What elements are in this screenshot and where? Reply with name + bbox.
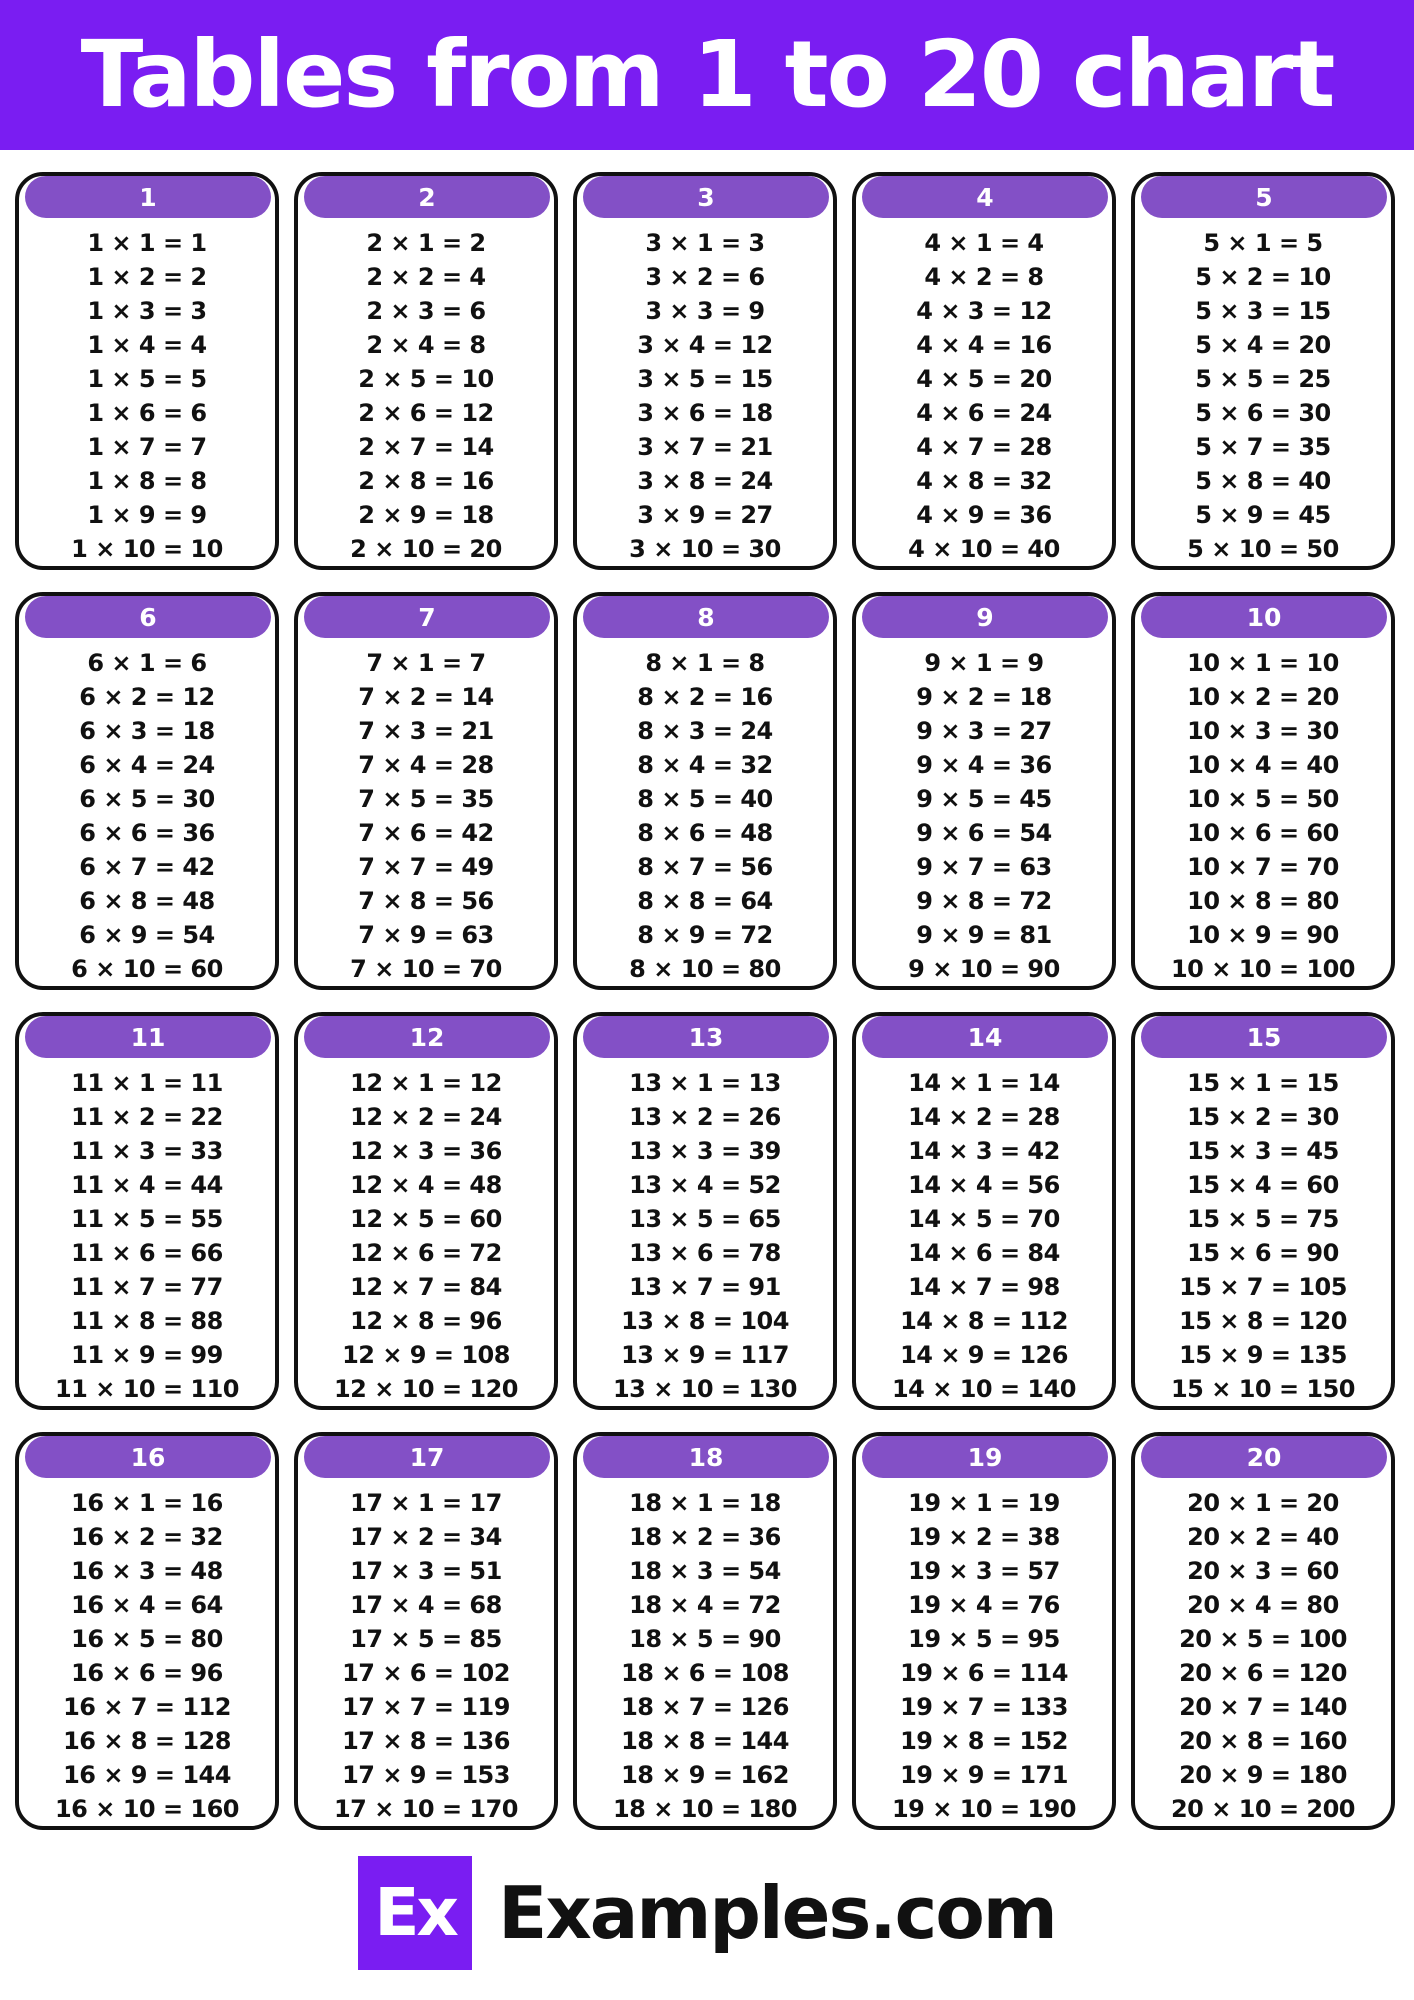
table-rows: [856, 1486, 1112, 1826]
table-row: 4 × 4 = 16: [916, 331, 1052, 359]
table-row: 13 × 3 = 39: [629, 1137, 781, 1165]
table-number-label: 17: [304, 1436, 550, 1478]
table-row: 13 × 8 = 104: [621, 1307, 789, 1335]
table-row: 16 × 9 = 144: [63, 1761, 231, 1789]
table-number-label: 10: [1141, 596, 1387, 638]
table-card: [294, 172, 558, 570]
table-rows: [19, 1486, 275, 1826]
table-row: 16 × 2 = 32: [71, 1523, 223, 1551]
table-row: 4 × 6 = 24: [916, 399, 1052, 427]
table-row: 20 × 7 = 140: [1179, 1693, 1347, 1721]
table-row: 12 × 3 = 36: [350, 1137, 502, 1165]
table-row: 11 × 5 = 55: [71, 1205, 223, 1233]
table-row: 19 × 8 = 152: [900, 1727, 1068, 1755]
table-number-label: 12: [304, 1016, 550, 1058]
table-row: 7 × 4 = 28: [358, 751, 494, 779]
table-number-label: 11: [25, 1016, 271, 1058]
table-row: 15 × 4 = 60: [1187, 1171, 1339, 1199]
table-row: 3 × 8 = 24: [637, 467, 773, 495]
table-row: 7 × 5 = 35: [358, 785, 494, 813]
table-row: 13 × 6 = 78: [629, 1239, 781, 1267]
table-row: 11 × 7 = 77: [71, 1273, 223, 1301]
table-card: [1131, 172, 1395, 570]
table-rows: [577, 226, 833, 566]
table-row: 5 × 8 = 40: [1195, 467, 1331, 495]
table-rows: [19, 646, 275, 986]
table-row: 16 × 5 = 80: [71, 1625, 223, 1653]
table-row: 1 × 7 = 7: [87, 433, 207, 461]
table-row: 18 × 9 = 162: [621, 1761, 789, 1789]
table-row: 11 × 2 = 22: [71, 1103, 223, 1131]
table-row: 10 × 1 = 10: [1187, 649, 1339, 677]
table-row: 16 × 3 = 48: [71, 1557, 223, 1585]
table-row: 15 × 6 = 90: [1187, 1239, 1339, 1267]
table-row: 16 × 1 = 16: [71, 1489, 223, 1517]
table-row: 6 × 8 = 48: [79, 887, 215, 915]
table-row: 3 × 2 = 6: [645, 263, 765, 291]
table-row: 20 × 8 = 160: [1179, 1727, 1347, 1755]
table-row: 13 × 7 = 91: [629, 1273, 781, 1301]
table-row: 5 × 7 = 35: [1195, 433, 1331, 461]
table-row: 4 × 7 = 28: [916, 433, 1052, 461]
table-number-label: 4: [862, 176, 1108, 218]
table-row: 15 × 7 = 105: [1179, 1273, 1347, 1301]
table-row: 14 × 1 = 14: [908, 1069, 1060, 1097]
table-row: 11 × 8 = 88: [71, 1307, 223, 1335]
page-title: Tables from 1 to 20 chart: [80, 21, 1334, 128]
table-row: 9 × 4 = 36: [916, 751, 1052, 779]
table-row: 9 × 6 = 54: [916, 819, 1052, 847]
table-rows: [856, 1066, 1112, 1406]
table-card: [1131, 1432, 1395, 1830]
table-row: 20 × 9 = 180: [1179, 1761, 1347, 1789]
table-row: 3 × 4 = 12: [637, 331, 773, 359]
table-row: 9 × 5 = 45: [916, 785, 1052, 813]
table-row: 8 × 8 = 64: [637, 887, 773, 915]
table-row: 6 × 10 = 60: [71, 955, 223, 983]
table-row: 10 × 3 = 30: [1187, 717, 1339, 745]
table-row: 18 × 7 = 126: [621, 1693, 789, 1721]
table-row: 6 × 1 = 6: [87, 649, 207, 677]
table-row: 16 × 8 = 128: [63, 1727, 231, 1755]
table-row: 10 × 8 = 80: [1187, 887, 1339, 915]
table-row: 18 × 3 = 54: [629, 1557, 781, 1585]
table-row: 8 × 3 = 24: [637, 717, 773, 745]
table-row: 14 × 8 = 112: [900, 1307, 1068, 1335]
table-row: 19 × 5 = 95: [908, 1625, 1060, 1653]
table-row: 6 × 4 = 24: [79, 751, 215, 779]
table-row: 2 × 1 = 2: [366, 229, 486, 257]
table-row: 2 × 2 = 4: [366, 263, 486, 291]
table-row: 2 × 8 = 16: [358, 467, 494, 495]
table-rows: [577, 1486, 833, 1826]
table-row: 13 × 2 = 26: [629, 1103, 781, 1131]
table-rows: [1135, 1486, 1391, 1826]
table-row: 7 × 9 = 63: [358, 921, 494, 949]
table-row: 19 × 2 = 38: [908, 1523, 1060, 1551]
table-row: 9 × 8 = 72: [916, 887, 1052, 915]
table-card: [852, 172, 1116, 570]
table-row: 19 × 10 = 190: [891, 1795, 1077, 1823]
table-row: 15 × 2 = 30: [1187, 1103, 1339, 1131]
table-row: 11 × 1 = 11: [71, 1069, 223, 1097]
table-row: 17 × 7 = 119: [342, 1693, 510, 1721]
table-row: 2 × 10 = 20: [350, 535, 502, 563]
table-row: 8 × 4 = 32: [637, 751, 773, 779]
table-card: [294, 1012, 558, 1410]
table-card: [852, 1432, 1116, 1830]
table-row: 7 × 6 = 42: [358, 819, 494, 847]
table-row: 3 × 5 = 15: [637, 365, 773, 393]
table-number-label: 9: [862, 596, 1108, 638]
table-row: 1 × 2 = 2: [87, 263, 207, 291]
table-card: [573, 1432, 837, 1830]
table-row: 9 × 9 = 81: [916, 921, 1052, 949]
table-rows: [856, 646, 1112, 986]
table-number-label: 20: [1141, 1436, 1387, 1478]
table-card: [15, 1432, 279, 1830]
table-row: 15 × 8 = 120: [1179, 1307, 1347, 1335]
table-row: 17 × 8 = 136: [342, 1727, 510, 1755]
table-row: 3 × 9 = 27: [637, 501, 773, 529]
table-row: 7 × 8 = 56: [358, 887, 494, 915]
table-row: 14 × 4 = 56: [908, 1171, 1060, 1199]
table-card: [1131, 1012, 1395, 1410]
table-row: 17 × 10 = 170: [333, 1795, 519, 1823]
table-rows: [19, 1066, 275, 1406]
table-row: 5 × 3 = 15: [1195, 297, 1331, 325]
table-row: 15 × 5 = 75: [1187, 1205, 1339, 1233]
table-row: 8 × 10 = 80: [629, 955, 781, 983]
table-row: 5 × 9 = 45: [1195, 501, 1331, 529]
table-row: 7 × 2 = 14: [358, 683, 494, 711]
table-row: 12 × 2 = 24: [350, 1103, 502, 1131]
table-row: 20 × 5 = 100: [1179, 1625, 1347, 1653]
table-row: 1 × 4 = 4: [87, 331, 207, 359]
table-number-label: 15: [1141, 1016, 1387, 1058]
table-row: 4 × 5 = 20: [916, 365, 1052, 393]
table-rows: [19, 226, 275, 566]
table-row: 12 × 4 = 48: [350, 1171, 502, 1199]
table-rows: [298, 646, 554, 986]
table-row: 20 × 2 = 40: [1187, 1523, 1339, 1551]
table-row: 1 × 10 = 10: [71, 535, 223, 563]
table-row: 9 × 7 = 63: [916, 853, 1052, 881]
table-row: 17 × 4 = 68: [350, 1591, 502, 1619]
table-row: 14 × 7 = 98: [908, 1273, 1060, 1301]
table-row: 1 × 3 = 3: [87, 297, 207, 325]
table-row: 16 × 7 = 112: [63, 1693, 231, 1721]
table-row: 12 × 1 = 12: [350, 1069, 502, 1097]
table-row: 2 × 5 = 10: [358, 365, 494, 393]
table-row: 17 × 2 = 34: [350, 1523, 502, 1551]
table-card: [573, 592, 837, 990]
table-card: [294, 1432, 558, 1830]
table-row: 13 × 4 = 52: [629, 1171, 781, 1199]
table-rows: [1135, 226, 1391, 566]
table-number-label: 18: [583, 1436, 829, 1478]
table-row: 8 × 2 = 16: [637, 683, 773, 711]
table-row: 10 × 7 = 70: [1187, 853, 1339, 881]
table-row: 1 × 6 = 6: [87, 399, 207, 427]
table-row: 1 × 9 = 9: [87, 501, 207, 529]
table-row: 11 × 4 = 44: [71, 1171, 223, 1199]
table-row: 8 × 7 = 56: [637, 853, 773, 881]
table-row: 15 × 9 = 135: [1179, 1341, 1347, 1369]
table-row: 12 × 8 = 96: [350, 1307, 502, 1335]
table-row: 10 × 5 = 50: [1187, 785, 1339, 813]
table-row: 10 × 4 = 40: [1187, 751, 1339, 779]
table-row: 6 × 2 = 12: [79, 683, 215, 711]
table-row: 19 × 1 = 19: [908, 1489, 1060, 1517]
table-row: 11 × 3 = 33: [71, 1137, 223, 1165]
table-number-label: 19: [862, 1436, 1108, 1478]
table-card: [573, 1012, 837, 1410]
table-row: 6 × 6 = 36: [79, 819, 215, 847]
table-number-label: 7: [304, 596, 550, 638]
table-row: 18 × 10 = 180: [612, 1795, 798, 1823]
table-row: 12 × 5 = 60: [350, 1205, 502, 1233]
table-row: 19 × 4 = 76: [908, 1591, 1060, 1619]
table-rows: [298, 1066, 554, 1406]
table-number-label: 1: [25, 176, 271, 218]
table-number-label: 8: [583, 596, 829, 638]
table-row: 15 × 10 = 150: [1170, 1375, 1356, 1403]
examples-logo-mark: Ex: [358, 1856, 472, 1970]
table-number-label: 16: [25, 1436, 271, 1478]
table-row: 4 × 10 = 40: [908, 535, 1060, 563]
table-row: 7 × 3 = 21: [358, 717, 494, 745]
table-row: 20 × 1 = 20: [1187, 1489, 1339, 1517]
table-row: 19 × 7 = 133: [900, 1693, 1068, 1721]
table-row: 14 × 9 = 126: [900, 1341, 1068, 1369]
table-row: 17 × 1 = 17: [350, 1489, 502, 1517]
table-row: 6 × 5 = 30: [79, 785, 215, 813]
table-rows: [298, 1486, 554, 1826]
table-row: 20 × 4 = 80: [1187, 1591, 1339, 1619]
table-row: 18 × 8 = 144: [621, 1727, 789, 1755]
table-row: 12 × 7 = 84: [350, 1273, 502, 1301]
table-card: [15, 172, 279, 570]
table-row: 19 × 9 = 171: [900, 1761, 1068, 1789]
table-row: 8 × 1 = 8: [645, 649, 765, 677]
table-number-label: 3: [583, 176, 829, 218]
table-row: 18 × 1 = 18: [629, 1489, 781, 1517]
table-row: 2 × 4 = 8: [366, 331, 486, 359]
table-row: 5 × 5 = 25: [1195, 365, 1331, 393]
table-row: 9 × 1 = 9: [924, 649, 1044, 677]
table-number-label: 5: [1141, 176, 1387, 218]
table-row: 1 × 8 = 8: [87, 467, 207, 495]
footer: [0, 1855, 1414, 1970]
table-row: 18 × 6 = 108: [621, 1659, 789, 1687]
table-row: 9 × 2 = 18: [916, 683, 1052, 711]
table-row: 4 × 1 = 4: [924, 229, 1044, 257]
table-row: 4 × 8 = 32: [916, 467, 1052, 495]
table-rows: [577, 646, 833, 986]
table-row: 3 × 10 = 30: [629, 535, 781, 563]
table-card: [852, 1012, 1116, 1410]
table-row: 14 × 2 = 28: [908, 1103, 1060, 1131]
table-row: 7 × 10 = 70: [350, 955, 502, 983]
table-row: 6 × 9 = 54: [79, 921, 215, 949]
table-row: 16 × 6 = 96: [71, 1659, 223, 1687]
table-row: 6 × 7 = 42: [79, 853, 215, 881]
table-row: 12 × 6 = 72: [350, 1239, 502, 1267]
table-row: 9 × 3 = 27: [916, 717, 1052, 745]
table-row: 15 × 1 = 15: [1187, 1069, 1339, 1097]
table-row: 5 × 10 = 50: [1187, 535, 1339, 563]
table-row: 8 × 6 = 48: [637, 819, 773, 847]
table-row: 13 × 5 = 65: [629, 1205, 781, 1233]
table-row: 11 × 9 = 99: [71, 1341, 223, 1369]
table-row: 12 × 10 = 120: [333, 1375, 519, 1403]
table-number-label: 14: [862, 1016, 1108, 1058]
table-row: 10 × 10 = 100: [1170, 955, 1356, 983]
table-row: 15 × 3 = 45: [1187, 1137, 1339, 1165]
table-row: 17 × 3 = 51: [350, 1557, 502, 1585]
table-row: 6 × 3 = 18: [79, 717, 215, 745]
table-row: 17 × 5 = 85: [350, 1625, 502, 1653]
table-row: 18 × 4 = 72: [629, 1591, 781, 1619]
table-number-label: 6: [25, 596, 271, 638]
table-row: 13 × 9 = 117: [621, 1341, 789, 1369]
table-row: 10 × 6 = 60: [1187, 819, 1339, 847]
table-row: 10 × 9 = 90: [1187, 921, 1339, 949]
table-row: 7 × 7 = 49: [358, 853, 494, 881]
brand-name: Examples.com: [498, 1870, 1056, 1955]
table-card: [852, 592, 1116, 990]
table-row: 3 × 6 = 18: [637, 399, 773, 427]
table-row: 20 × 3 = 60: [1187, 1557, 1339, 1585]
table-card: [15, 1012, 279, 1410]
table-row: 19 × 6 = 114: [900, 1659, 1068, 1687]
table-row: 8 × 5 = 40: [637, 785, 773, 813]
table-row: 19 × 3 = 57: [908, 1557, 1060, 1585]
table-card: [573, 172, 837, 570]
table-number-label: 13: [583, 1016, 829, 1058]
table-row: 17 × 9 = 153: [342, 1761, 510, 1789]
table-row: 7 × 1 = 7: [366, 649, 486, 677]
table-row: 20 × 10 = 200: [1170, 1795, 1356, 1823]
table-row: 18 × 5 = 90: [629, 1625, 781, 1653]
table-number-label: 2: [304, 176, 550, 218]
table-row: 13 × 10 = 130: [612, 1375, 798, 1403]
table-card: [294, 592, 558, 990]
table-row: 4 × 3 = 12: [916, 297, 1052, 325]
table-row: 3 × 1 = 3: [645, 229, 765, 257]
table-row: 4 × 9 = 36: [916, 501, 1052, 529]
table-row: 3 × 3 = 9: [645, 297, 765, 325]
table-row: 2 × 7 = 14: [358, 433, 494, 461]
table-row: 2 × 6 = 12: [358, 399, 494, 427]
table-row: 2 × 3 = 6: [366, 297, 486, 325]
table-row: 1 × 1 = 1: [87, 229, 207, 257]
table-row: 12 × 9 = 108: [342, 1341, 510, 1369]
table-rows: [856, 226, 1112, 566]
table-row: 10 × 2 = 20: [1187, 683, 1339, 711]
table-row: 20 × 6 = 120: [1179, 1659, 1347, 1687]
table-row: 16 × 4 = 64: [71, 1591, 223, 1619]
table-rows: [1135, 646, 1391, 986]
table-row: 1 × 5 = 5: [87, 365, 207, 393]
table-row: 3 × 7 = 21: [637, 433, 773, 461]
table-row: 14 × 3 = 42: [908, 1137, 1060, 1165]
table-row: 9 × 10 = 90: [908, 955, 1060, 983]
table-row: 17 × 6 = 102: [342, 1659, 510, 1687]
table-row: 5 × 2 = 10: [1195, 263, 1331, 291]
table-rows: [298, 226, 554, 566]
table-row: 5 × 4 = 20: [1195, 331, 1331, 359]
table-rows: [577, 1066, 833, 1406]
table-row: 16 × 10 = 160: [54, 1795, 240, 1823]
table-row: 18 × 2 = 36: [629, 1523, 781, 1551]
table-rows: [1135, 1066, 1391, 1406]
table-row: 13 × 1 = 13: [629, 1069, 781, 1097]
table-row: 11 × 6 = 66: [71, 1239, 223, 1267]
table-row: 14 × 5 = 70: [908, 1205, 1060, 1233]
table-row: 5 × 1 = 5: [1203, 229, 1323, 257]
table-row: 5 × 6 = 30: [1195, 399, 1331, 427]
table-row: 2 × 9 = 18: [358, 501, 494, 529]
table-row: 11 × 10 = 110: [54, 1375, 240, 1403]
table-row: 14 × 10 = 140: [891, 1375, 1077, 1403]
table-row: 8 × 9 = 72: [637, 921, 773, 949]
table-row: 4 × 2 = 8: [924, 263, 1044, 291]
table-row: 14 × 6 = 84: [908, 1239, 1060, 1267]
table-card: [1131, 592, 1395, 990]
table-card: [15, 592, 279, 990]
